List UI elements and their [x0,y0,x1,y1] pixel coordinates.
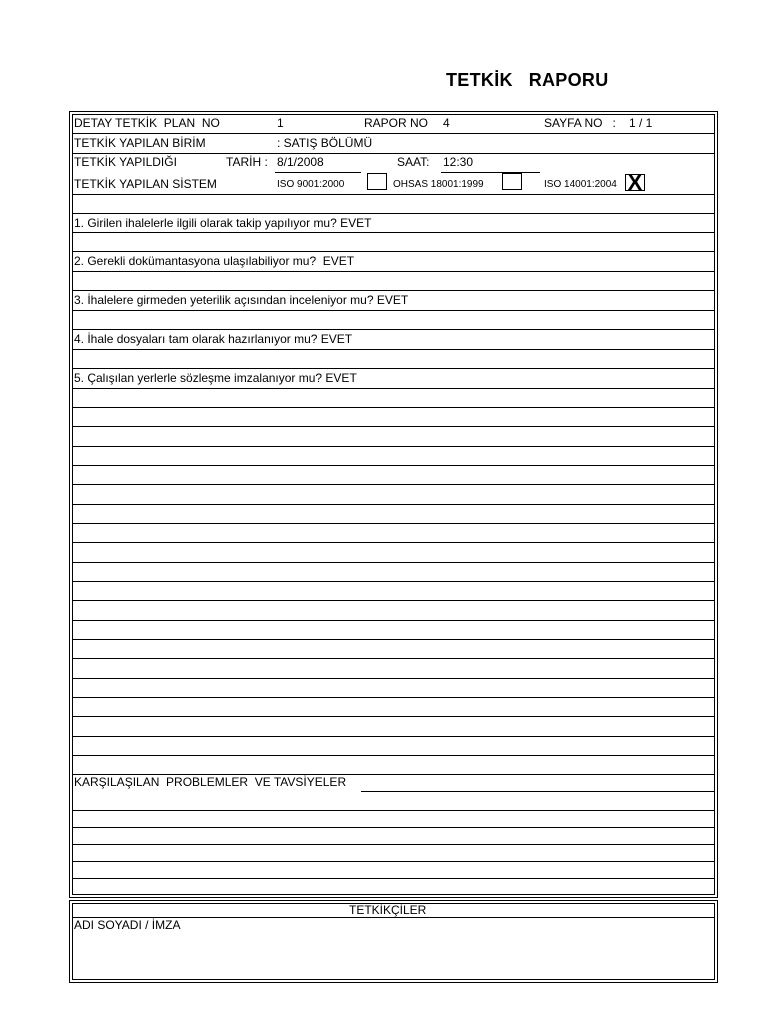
row-divider [73,716,714,717]
row-divider [73,620,714,621]
row-divider [73,133,714,134]
row-divider [73,465,714,466]
audited-system-label: TETKİK YAPILAN SİSTEM [74,177,217,191]
row-divider [73,251,714,252]
row-divider [73,426,714,427]
row-divider [73,827,714,828]
row-divider [73,810,714,811]
audited-unit-value: : SATIŞ BÖLÜMÜ [277,136,373,150]
question-1: 1. Girilen ihalelerle ilgili olarak takip yapılıyor mu? EVET [74,216,372,230]
row-divider [73,310,714,311]
date-value: 8/1/2008 [277,155,324,169]
row-divider [73,290,714,291]
checked-x-mark: X [627,170,643,195]
row-divider [73,349,714,350]
page-no-value: 1 / 1 [629,116,653,130]
question-5: 5. Çalışılan yerlerle sözleşme imzalanıyor mu? EVET [74,371,357,385]
row-divider [73,213,714,214]
name-signature-label: ADI SOYADI / İMZA [74,918,181,932]
row-divider [73,329,714,330]
question-4: 4. İhale dosyaları tam olarak hazırlanıyor mu? EVET [74,332,353,346]
question-3: 3. İhalelere girmeden yeterilik açısından inceleniyor mu? EVET [74,293,409,307]
problems-underline [361,791,714,792]
row-divider [73,194,714,195]
row-divider [73,484,714,485]
system-option-ohsas18001: OHSAS 18001:1999 [393,179,484,190]
row-divider [73,878,714,879]
row-divider [73,697,714,698]
row-divider [73,600,714,601]
time-underline [441,172,540,173]
row-divider [73,581,714,582]
audited-unit-label: TETKİK YAPILAN BİRİM [74,136,206,150]
row-divider [73,542,714,543]
row-divider [73,861,714,862]
row-divider [73,658,714,659]
row-divider [73,407,714,408]
row-divider [73,736,714,737]
row-divider [73,523,714,524]
time-label: SAAT: [397,155,430,169]
iso14001-checkbox[interactable] [625,170,645,195]
row-divider [73,678,714,679]
audited-by-label: TETKİK YAPILDIĞI [74,155,177,169]
row-divider [73,388,714,389]
row-divider [73,639,714,640]
row-divider [73,232,714,233]
report-no-label: RAPOR NO [364,116,429,130]
system-option-iso9001: ISO 9001:2000 [277,179,345,190]
row-divider [73,368,714,369]
question-2: 2. Gerekli dokümantasyona ulaşılabiliyor mu? EVET [74,254,355,268]
row-divider [73,271,714,272]
report-title: TETKİK RAPORU [446,70,609,90]
date-label: TARİH : [226,155,268,169]
system-option-iso14001: ISO 14001:2004 [544,179,617,190]
row-divider [73,562,714,563]
date-underline [275,172,361,173]
row-divider [73,153,714,154]
problems-label: KARŞILAŞILAN PROBLEMLER VE TAVSİYELER [74,775,347,789]
report-no-value: 4 [443,116,450,130]
plan-no-value: 1 [277,116,284,130]
iso9001-checkbox[interactable] [367,173,387,190]
row-divider [73,504,714,505]
time-value: 12:30 [443,155,474,169]
ohsas18001-checkbox[interactable] [502,173,522,190]
page-no-label: SAYFA NO : [544,116,616,130]
row-divider [73,755,714,756]
auditors-title: TETKİKÇİLER [349,903,427,917]
row-divider [73,446,714,447]
row-divider [73,844,714,845]
plan-no-label: DETAY TETKİK PLAN NO [74,116,220,130]
